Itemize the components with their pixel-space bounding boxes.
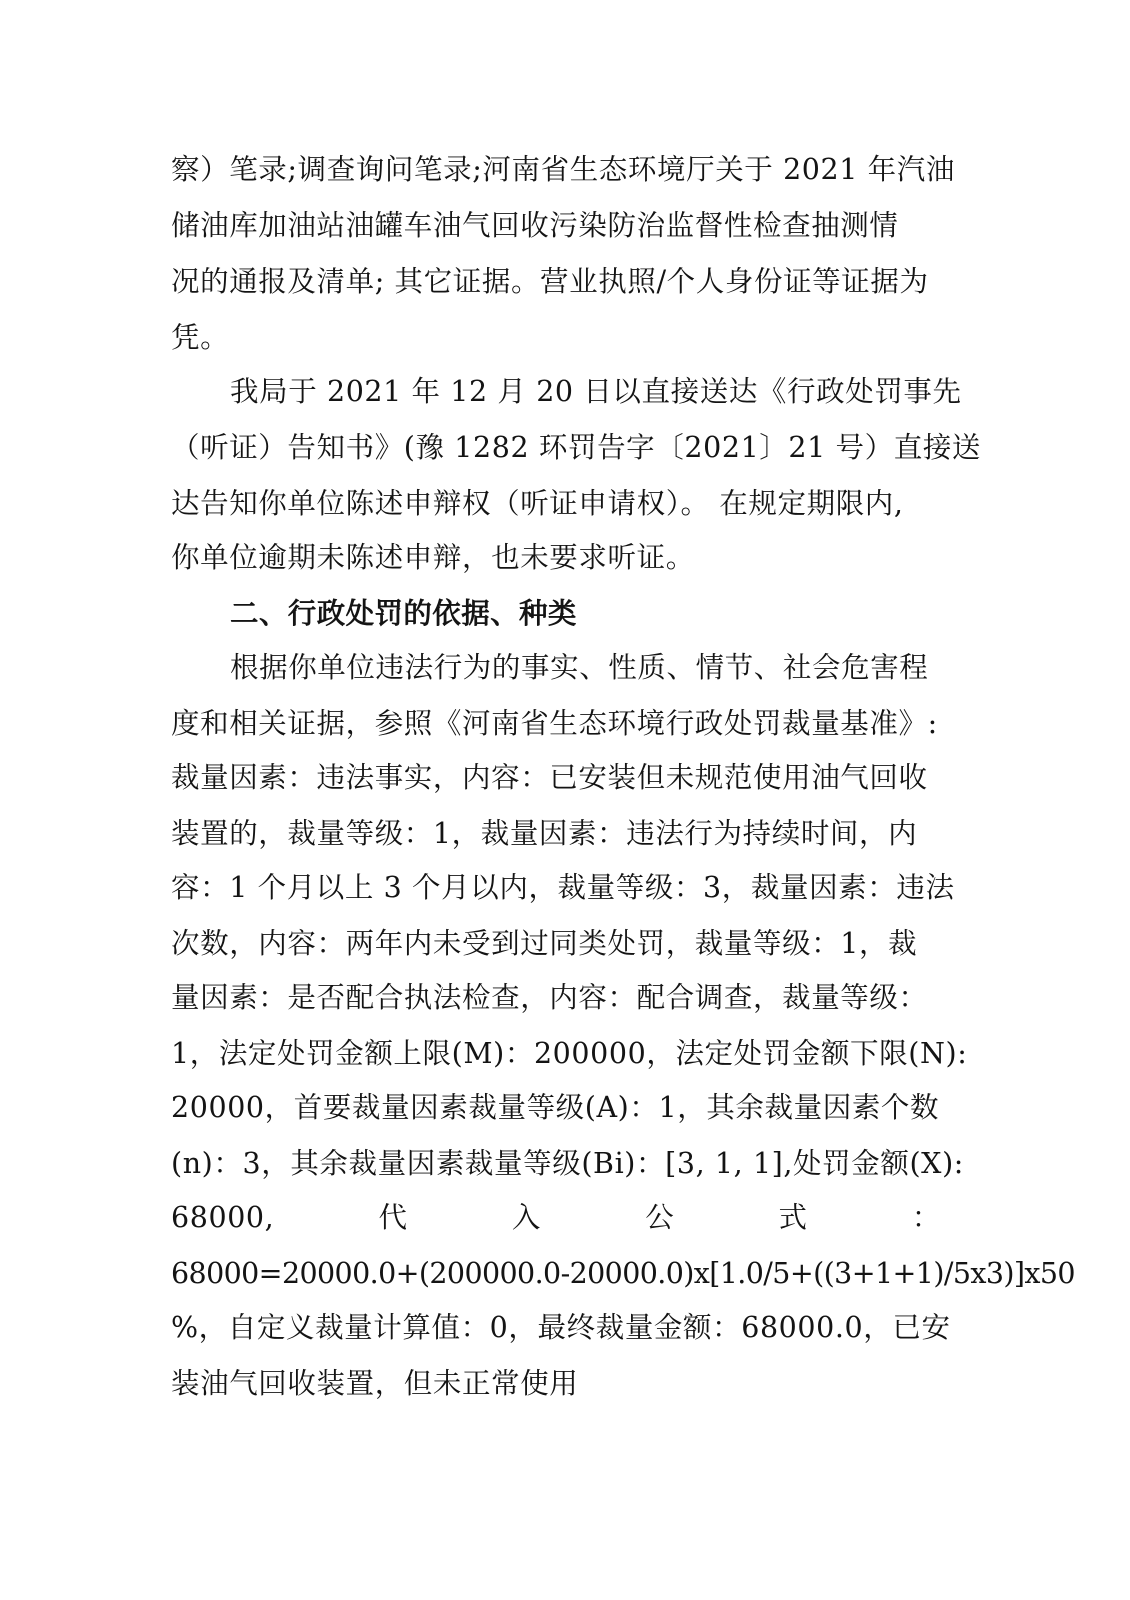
formula-line: 68000=20000.0+(200000.0-20000.0)x[1.0/5+((3+1+1)/5x3)]x50 [171, 1257, 1075, 1290]
text-line: 装油气回收装置，但未正常使用 [171, 1367, 579, 1400]
text-token: 68000, [171, 1201, 275, 1234]
text-line: 达告知你单位陈述申辩权（听证申请权）。 在规定期限内, [171, 487, 904, 520]
text-token: 式 [778, 1201, 808, 1234]
section-heading: 二、行政处罚的依据、种类 [230, 597, 577, 630]
text-line: 裁量因素：违法事实，内容：已安装但未规范使用油气回收 [171, 761, 928, 794]
text-line: 次数，内容：两年内未受到过同类处罚，裁量等级：1，裁 [171, 927, 918, 960]
text-line: %，自定义裁量计算值：0，最终裁量金额：68000.0，已安 [171, 1311, 951, 1344]
text-line: 装置的，裁量等级：1，裁量因素：违法行为持续时间，内 [171, 817, 918, 850]
text-token: 公 [645, 1201, 675, 1234]
text-line: 度和相关证据，参照《河南省生态环境行政处罚裁量基准》: [171, 707, 938, 740]
text-line: 20000，首要裁量因素裁量等级(A)：1，其余裁量因素个数 [171, 1091, 940, 1124]
text-token: 入 [511, 1201, 541, 1234]
text-line: 储油库加油站油罐车油气回收污染防治监督性检查抽测情 [171, 209, 899, 242]
text-line: 1，法定处罚金额上限(M)：200000，法定处罚金额下限(N): [171, 1037, 968, 1070]
text-line: 你单位逾期未陈述申辩，也未要求听证。 [171, 541, 695, 574]
text-line: (n)：3，其余裁量因素裁量等级(Bi)：[3, 1, 1],处罚金额(X): [171, 1147, 964, 1180]
text-line: 察）笔录;调查询问笔录;河南省生态环境厅关于 2021 年汽油 [171, 153, 955, 186]
text-token: ： [911, 1201, 941, 1234]
text-line: 凭。 [171, 321, 230, 354]
text-line: 我局于 2021 年 12 月 20 日以直接送达《行政处罚事先 [230, 375, 962, 408]
text-line: （听证）告知书》(豫 1282 环罚告字〔2021〕21 号）直接送 [171, 431, 982, 464]
justified-text-line [171, 1198, 941, 1238]
text-line: 况的通报及清单; 其它证据。营业执照/个人身份证等证据为 [171, 265, 929, 298]
text-line: 根据你单位违法行为的事实、性质、情节、社会危害程 [230, 651, 929, 684]
text-line: 容：1 个月以上 3 个月以内，裁量等级：3，裁量因素：违法 [171, 871, 955, 904]
text-line: 量因素：是否配合执法检查，内容：配合调查，裁量等级： [171, 981, 928, 1014]
text-token: 代 [378, 1201, 408, 1234]
